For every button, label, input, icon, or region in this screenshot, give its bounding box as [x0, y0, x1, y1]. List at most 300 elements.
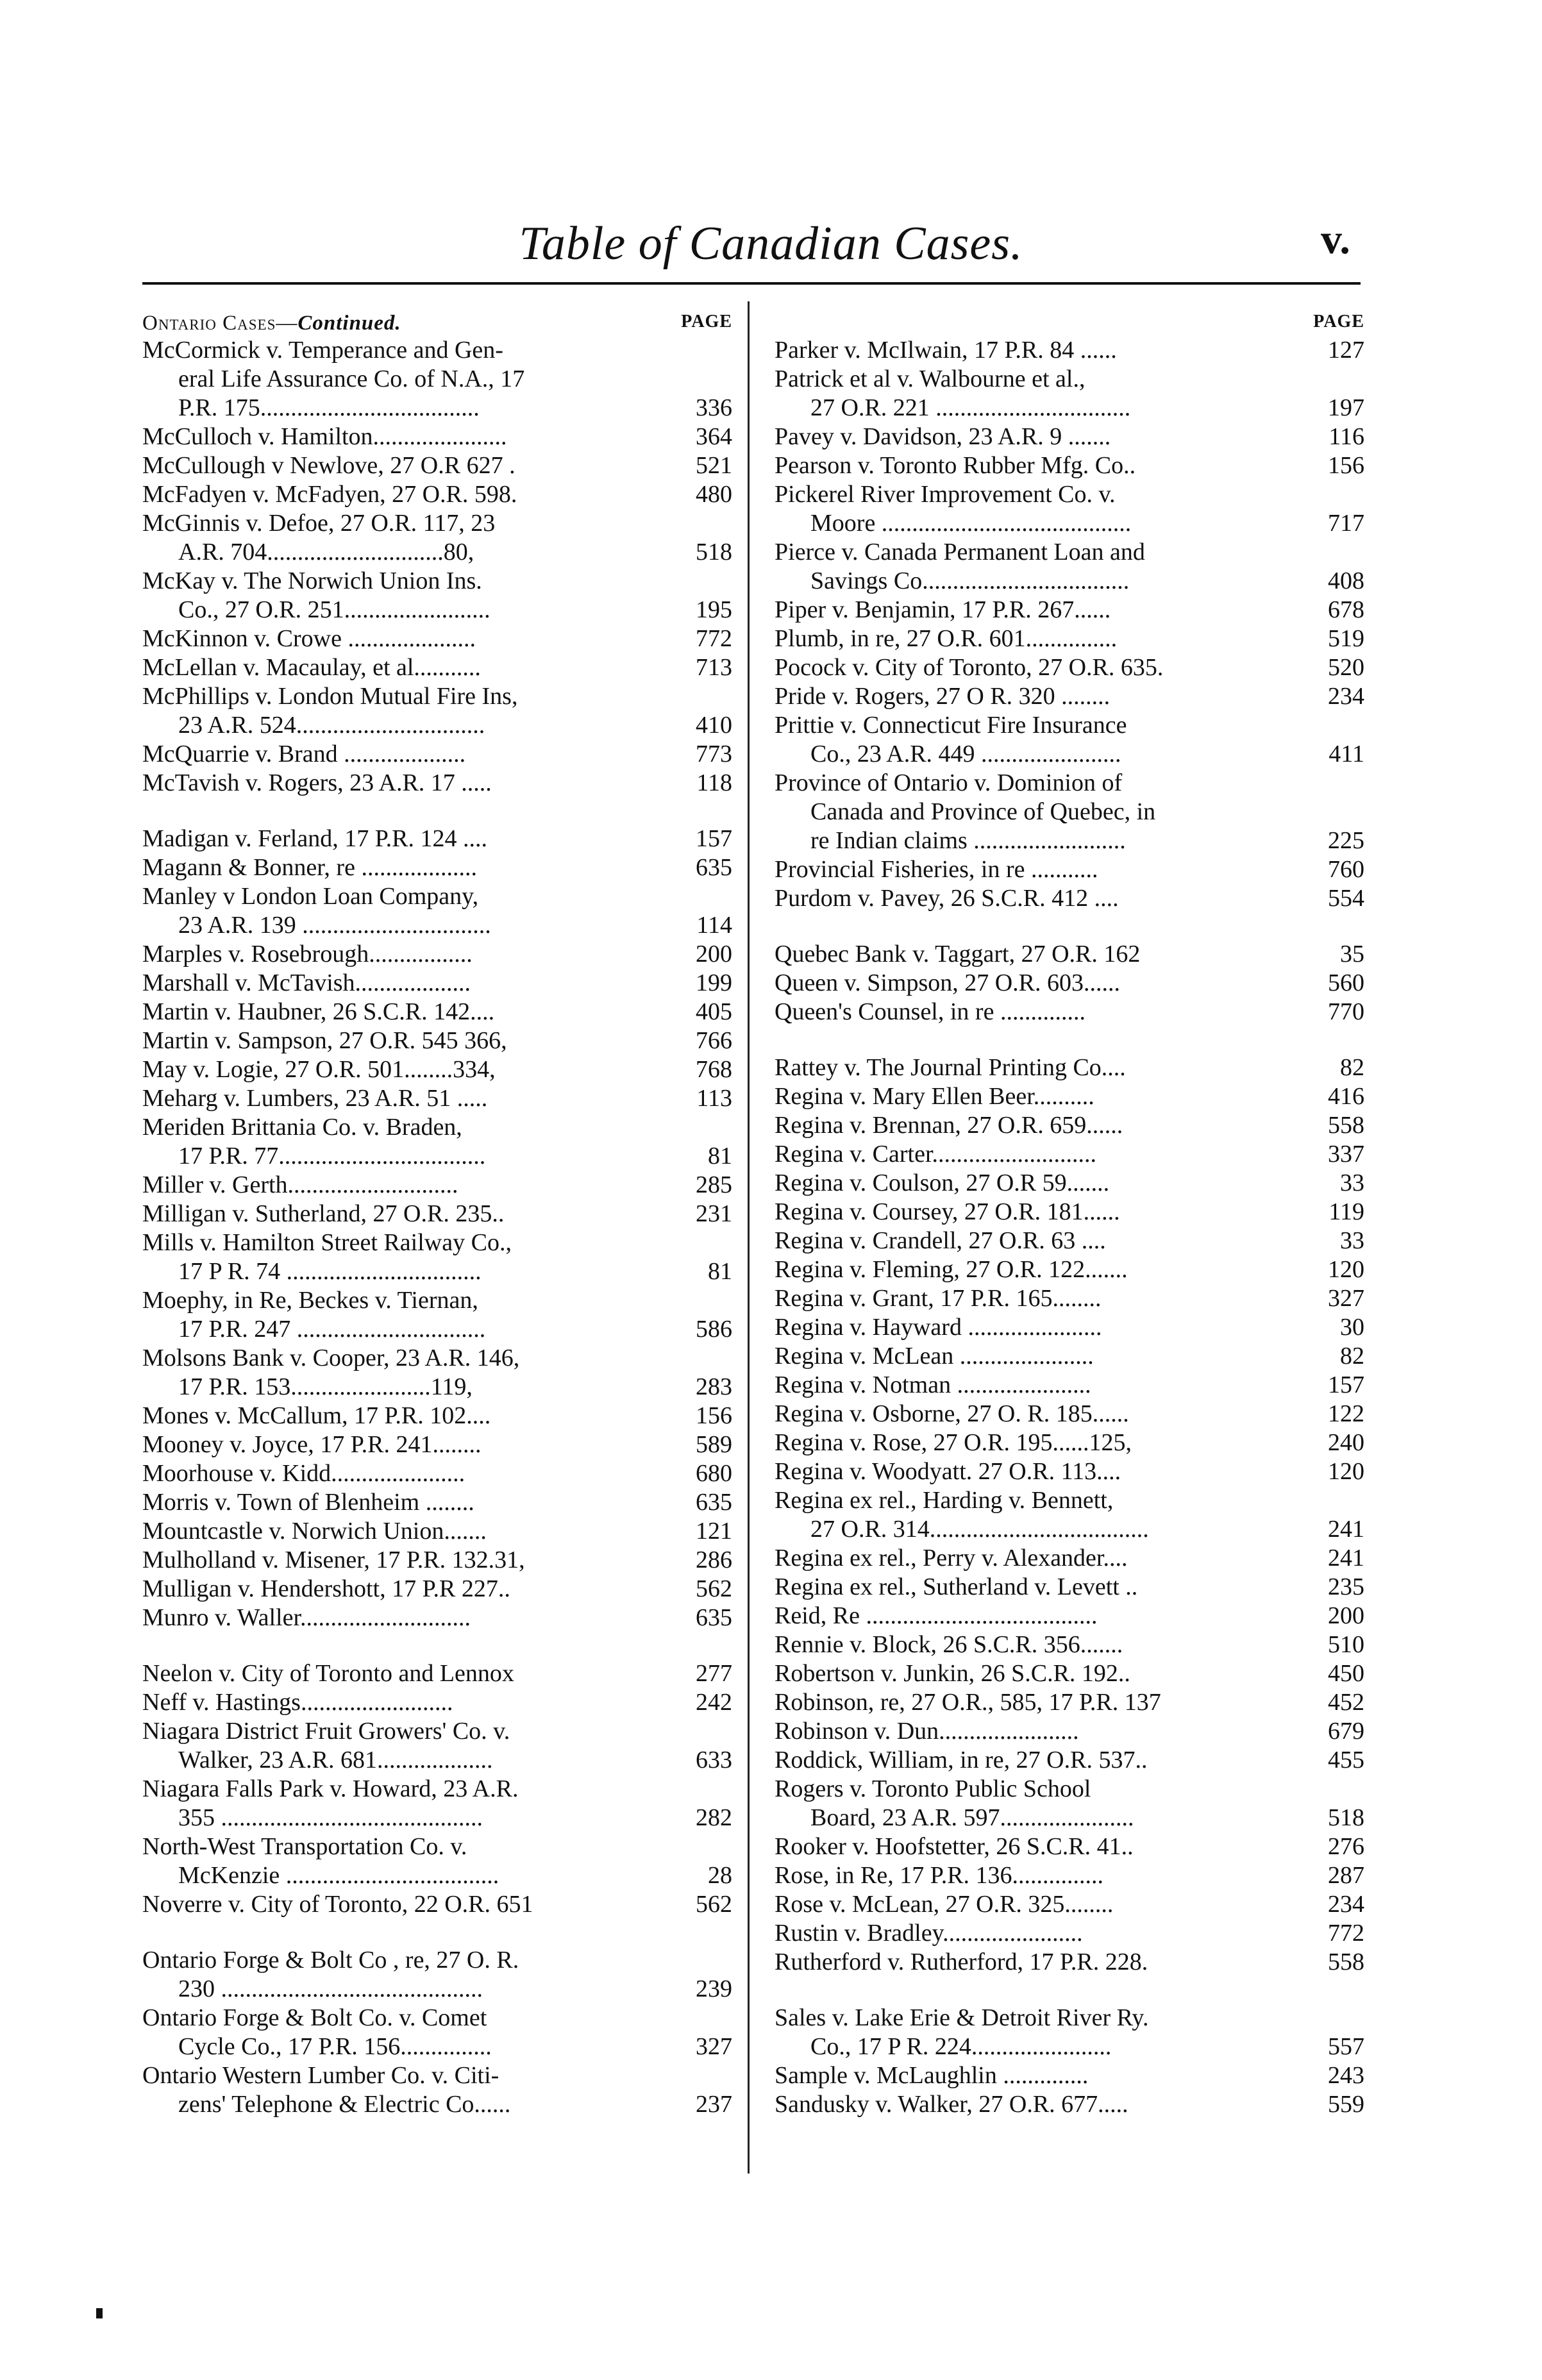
index-entry — [142, 653, 732, 682]
case-name: Regina v. Coursey, 27 O.R. 181...... — [775, 1198, 1120, 1225]
index-entry — [775, 1630, 1364, 1659]
index-entry — [775, 1284, 1364, 1313]
page-reference: 558 — [1328, 1112, 1364, 1139]
case-name: Regina v. Hayward ...................... — [775, 1314, 1102, 1341]
page-reference: 243 — [1328, 2062, 1364, 2089]
index-entry — [142, 1402, 732, 1430]
index-entry — [775, 1486, 1364, 1544]
case-name: Mills v. Hamilton Street Railway Co., 17 P R. 74 ................................ — [142, 1229, 512, 1285]
group-gap — [775, 913, 1364, 940]
left-entries — [142, 336, 732, 2119]
index-entry — [142, 1488, 732, 1517]
page-reference: 241 — [1328, 1545, 1364, 1571]
index-entry — [142, 480, 732, 509]
index-entry — [142, 1890, 732, 1919]
case-name: Niagara Falls Park v. Howard, 23 A.R. 355 ........................................... — [142, 1775, 519, 1831]
page-reference: 633 — [696, 1747, 732, 1773]
case-name: Robinson v. Dun....................... — [775, 1718, 1079, 1745]
case-name: Meharg v. Lumbers, 23 A.R. 51 ..... — [142, 1085, 488, 1112]
case-name: Martin v. Sampson, 27 O.R. 545 366, — [142, 1027, 507, 1054]
section-heading-suffix: Continued. — [298, 312, 401, 335]
page-reference: 81 — [708, 1258, 732, 1285]
page-reference: 510 — [1328, 1631, 1364, 1658]
case-name: Purdom v. Pavey, 26 S.C.R. 412 .... — [775, 885, 1119, 912]
index-entry — [775, 969, 1364, 998]
case-name: McTavish v. Rogers, 23 A.R. 17 ..... — [142, 769, 492, 796]
case-name: Magann & Bonner, re ................... — [142, 854, 477, 881]
index-entry — [142, 769, 732, 798]
page-reference: 635 — [696, 1489, 732, 1516]
page-reference: 554 — [1328, 885, 1364, 912]
case-name: Sample v. McLaughlin .............. — [775, 2062, 1089, 2089]
page-reference: 773 — [696, 741, 732, 767]
group-gap — [775, 1977, 1364, 2004]
index-entry — [142, 682, 732, 740]
case-name: Sandusky v. Walker, 27 O.R. 677..... — [775, 2091, 1128, 2118]
page-reference: 277 — [696, 1660, 732, 1687]
page-reference: 337 — [1328, 1141, 1364, 1168]
page-reference: 283 — [696, 1373, 732, 1400]
case-name: Milligan v. Sutherland, 27 O.R. 235.. — [142, 1200, 505, 1227]
index-entry — [142, 1688, 732, 1717]
index-entry — [142, 1575, 732, 1604]
page-reference: 480 — [696, 481, 732, 508]
case-name: Ontario Western Lumber Co. v. Citi- zens' Telephone & Electric Co...... — [142, 2062, 511, 2118]
group-gap — [142, 1632, 732, 1659]
index-entry — [775, 538, 1364, 596]
page-reference: 772 — [1328, 1920, 1364, 1947]
case-name: Regina v. Osborne, 27 O. R. 185...... — [775, 1400, 1129, 1427]
right-entries — [775, 336, 1364, 2119]
case-name: Roddick, William, in re, 27 O.R. 537.. — [775, 1747, 1148, 1773]
index-entry — [775, 1602, 1364, 1630]
case-name: Rustin v. Bradley....................... — [775, 1920, 1083, 1947]
index-entry — [142, 567, 732, 624]
index-entry — [775, 1688, 1364, 1717]
case-name: Neelon v. City of Toronto and Lennox — [142, 1660, 514, 1687]
index-entry — [775, 2090, 1364, 2119]
index-entry — [142, 853, 732, 882]
case-name: McCulloch v. Hamilton...................... — [142, 423, 507, 450]
index-entry — [775, 423, 1364, 451]
page-reference: 82 — [1340, 1343, 1364, 1370]
case-name: McLellan v. Macaulay, et al........... — [142, 654, 481, 681]
index-entry — [142, 740, 732, 769]
page-reference: 113 — [696, 1085, 732, 1112]
case-name: Meriden Brittania Co. v. Braden, 17 P.R. 77.................................. — [142, 1114, 486, 1169]
case-name: Sales v. Lake Erie & Detroit River Ry. Co., 17 P R. 224....................... — [775, 2004, 1149, 2060]
index-entry — [775, 1371, 1364, 1400]
page-reference: 452 — [1328, 1689, 1364, 1716]
page-reference: 116 — [1328, 423, 1364, 450]
section-heading-prefix: Ontario Cases— — [142, 312, 298, 335]
page-reference: 240 — [1328, 1429, 1364, 1456]
page-reference: 156 — [696, 1402, 732, 1429]
page-reference: 35 — [1340, 941, 1364, 968]
case-name: Mulligan v. Hendershott, 17 P.R 227.. — [142, 1575, 510, 1602]
case-name: Plumb, in re, 27 O.R. 601............... — [775, 625, 1118, 652]
case-name: Manley v London Loan Company, 23 A.R. 139 ............................... — [142, 883, 491, 939]
page-reference: 450 — [1328, 1660, 1364, 1687]
index-entry — [142, 1113, 732, 1171]
index-entry — [142, 509, 732, 567]
index-entry — [775, 682, 1364, 711]
page-reference: 519 — [1328, 625, 1364, 652]
case-name: McCullough v Newlove, 27 O.R 627 . — [142, 452, 515, 479]
index-entry — [775, 855, 1364, 884]
index-entry — [775, 1717, 1364, 1746]
index-entry — [775, 998, 1364, 1027]
page-reference: 589 — [696, 1431, 732, 1458]
page-reference: 276 — [1328, 1833, 1364, 1860]
case-name: Neff v. Hastings......................... — [142, 1689, 453, 1716]
page-reference: 768 — [696, 1056, 732, 1083]
index-entry — [775, 1746, 1364, 1775]
case-name: Marples v. Rosebrough................. — [142, 941, 473, 968]
case-name: McKay v. The Norwich Union Ins. Co., 27 O.R. 251........................ — [142, 567, 490, 623]
page-reference: 286 — [696, 1546, 732, 1573]
index-entry — [775, 1053, 1364, 1082]
case-name: Marshall v. McTavish................... — [142, 969, 471, 996]
case-name: Mones v. McCallum, 17 P.R. 102.... — [142, 1402, 491, 1429]
case-name: McGinnis v. Defoe, 27 O.R. 117, 23 A.R. 704.............................80, — [142, 510, 496, 566]
page-reference: 713 — [696, 654, 732, 681]
case-name: Regina v. Crandell, 27 O.R. 63 .... — [775, 1227, 1106, 1254]
page-reference: 416 — [1328, 1083, 1364, 1110]
page-reference: 520 — [1328, 654, 1364, 681]
page-reference: 287 — [1328, 1862, 1364, 1889]
index-entry — [775, 1255, 1364, 1284]
index-entry — [142, 423, 732, 451]
case-name: McQuarrie v. Brand .................... — [142, 741, 466, 767]
index-entry — [775, 1169, 1364, 1198]
case-name: Queen's Counsel, in re .............. — [775, 998, 1085, 1025]
page-reference: 119 — [1328, 1198, 1364, 1225]
case-name: McFadyen v. McFadyen, 27 O.R. 598. — [142, 481, 517, 508]
index-entry — [142, 1286, 732, 1344]
page-reference: 237 — [696, 2091, 732, 2118]
page-reference: 562 — [696, 1891, 732, 1918]
page-reference: 242 — [696, 1689, 732, 1716]
page-reference: 327 — [696, 2033, 732, 2060]
index-entry — [775, 769, 1364, 855]
case-name: Ontario Forge & Bolt Co. v. Comet Cycle Co., 17 P.R. 156............... — [142, 2004, 492, 2060]
index-entry — [775, 596, 1364, 624]
page-reference: 33 — [1340, 1169, 1364, 1196]
case-name: Ontario Forge & Bolt Co , re, 27 O. R. 230 ........................................... — [142, 1947, 519, 2002]
case-name: McKinnon v. Crowe ..................... — [142, 625, 476, 652]
page-reference: 114 — [696, 912, 732, 939]
section-heading — [142, 312, 401, 335]
page-reference: 82 — [1340, 1054, 1364, 1081]
index-entry — [142, 1546, 732, 1575]
case-name: Piper v. Benjamin, 17 P.R. 267...... — [775, 596, 1111, 623]
index-entry — [775, 1082, 1364, 1111]
case-name: Regina v. Fleming, 27 O.R. 122....... — [775, 1256, 1128, 1283]
case-name: Robertson v. Junkin, 26 S.C.R. 192.. — [775, 1660, 1130, 1687]
page-reference: 118 — [696, 769, 732, 796]
index-entry — [142, 1027, 732, 1055]
index-entry — [775, 365, 1364, 423]
case-name: Niagara District Fruit Growers' Co. v. Walker, 23 A.R. 681................... — [142, 1718, 510, 1773]
page-reference: 521 — [696, 452, 732, 479]
page-reference: 235 — [1328, 1573, 1364, 1600]
index-entry — [142, 1946, 732, 2004]
right-column — [775, 306, 1364, 2119]
page-reference: 327 — [1328, 1285, 1364, 1312]
index-entry — [775, 1832, 1364, 1861]
case-name: Moephy, in Re, Beckes v. Tiernan, 17 P.R. 247 ............................... — [142, 1287, 486, 1343]
case-name: Rooker v. Hoofstetter, 26 S.C.R. 41.. — [775, 1833, 1134, 1860]
case-name: McPhillips v. London Mutual Fire Ins, 23 A.R. 524............................... — [142, 683, 518, 739]
case-name: Rattey v. The Journal Printing Co.... — [775, 1054, 1126, 1081]
index-entry — [775, 1775, 1364, 1832]
page-reference: 405 — [696, 998, 732, 1025]
page-reference: 234 — [1328, 683, 1364, 710]
page-reference: 285 — [696, 1171, 732, 1198]
page-reference: 157 — [696, 825, 732, 852]
index-entry — [142, 2004, 732, 2061]
page-title: Table of Canadian Cases. — [519, 217, 1023, 270]
case-name: Province of Ontario v. Dominion of Canada and Province of Quebec, in re Indian claims ......................... — [775, 769, 1156, 854]
page-reference: 760 — [1328, 856, 1364, 883]
index-entry — [775, 1140, 1364, 1169]
index-entry — [142, 1055, 732, 1084]
index-entry — [775, 653, 1364, 682]
page-reference: 635 — [696, 854, 732, 881]
index-entry — [775, 1198, 1364, 1227]
index-entry — [142, 1517, 732, 1546]
index-entry — [775, 1861, 1364, 1890]
index-entry — [775, 1227, 1364, 1255]
page-reference: 766 — [696, 1027, 732, 1054]
case-name: Miller v. Gerth............................ — [142, 1171, 458, 1198]
page-number: v. — [1321, 216, 1350, 263]
page-reference: 678 — [1328, 596, 1364, 623]
index-entry — [142, 998, 732, 1027]
page-reference: 518 — [1328, 1804, 1364, 1831]
left-column-heading — [142, 306, 732, 336]
page-reference: 336 — [696, 394, 732, 421]
page-reference: 121 — [696, 1518, 732, 1545]
index-entry — [142, 1459, 732, 1488]
index-entry — [775, 336, 1364, 365]
page-reference: 225 — [1328, 827, 1364, 854]
case-name: Regina v. Grant, 17 P.R. 165........ — [775, 1285, 1102, 1312]
page-reference: 410 — [696, 712, 732, 739]
case-name: Reid, Re ...................................... — [775, 1602, 1098, 1629]
case-name: Regina v. Carter........................... — [775, 1141, 1097, 1168]
page-reference: 408 — [1328, 567, 1364, 594]
index-entry — [142, 882, 732, 940]
page-reference: 200 — [696, 941, 732, 968]
index-entry — [775, 1573, 1364, 1602]
index-entry — [775, 2061, 1364, 2090]
page-column-label: PAGE — [1313, 312, 1364, 331]
page-reference: 199 — [696, 969, 732, 996]
index-entry — [142, 825, 732, 853]
index-entry — [775, 1111, 1364, 1140]
right-column-heading — [775, 306, 1364, 336]
index-entry — [142, 1228, 732, 1286]
index-entry — [775, 1342, 1364, 1371]
case-name: Molsons Bank v. Cooper, 23 A.R. 146, 17 P.R. 153.......................119, — [142, 1345, 520, 1400]
page-reference: 234 — [1328, 1891, 1364, 1918]
index-entry — [142, 1430, 732, 1459]
case-name: Queen v. Simpson, 27 O.R. 603...... — [775, 969, 1121, 996]
case-name: Regina ex rel., Harding v. Bennett, 27 O.R. 314.................................... — [775, 1487, 1149, 1543]
case-name: Rose v. McLean, 27 O.R. 325........ — [775, 1891, 1114, 1918]
case-name: Noverre v. City of Toronto, 22 O.R. 651 — [142, 1891, 533, 1918]
page-reference: 81 — [708, 1143, 732, 1169]
index-entry — [775, 624, 1364, 653]
case-name: Regina v. Coulson, 27 O.R 59....... — [775, 1169, 1110, 1196]
index-entry — [142, 969, 732, 998]
page-reference: 231 — [696, 1200, 732, 1227]
group-gap — [142, 1919, 732, 1946]
case-name: Rennie v. Block, 26 S.C.R. 356....... — [775, 1631, 1123, 1658]
case-name: Mooney v. Joyce, 17 P.R. 241........ — [142, 1431, 482, 1458]
case-name: Rutherford v. Rutherford, 17 P.R. 228. — [775, 1948, 1148, 1975]
case-name: Regina ex rel., Sutherland v. Levett .. — [775, 1573, 1138, 1600]
page-reference: 560 — [1328, 969, 1364, 996]
case-name: Regina ex rel., Perry v. Alexander.... — [775, 1545, 1128, 1571]
index-entry — [142, 1604, 732, 1632]
case-name: Pickerel River Improvement Co. v. Moore ......................................... — [775, 481, 1132, 537]
case-name: Regina v. Woodyatt. 27 O.R. 113.... — [775, 1458, 1121, 1485]
page-reference: 679 — [1328, 1718, 1364, 1745]
page-reference: 120 — [1328, 1256, 1364, 1283]
page-reference: 364 — [696, 423, 732, 450]
case-name: Regina v. McLean ...................... — [775, 1343, 1094, 1370]
index-entry — [775, 1544, 1364, 1573]
page-reference: 30 — [1340, 1314, 1364, 1341]
index-entry — [775, 1919, 1364, 1948]
page-reference: 239 — [696, 1975, 732, 2002]
index-entry — [142, 451, 732, 480]
page-reference: 122 — [1328, 1400, 1364, 1427]
index-entry — [775, 451, 1364, 480]
case-name: Pierce v. Canada Permanent Loan and Savings Co.................................. — [775, 539, 1145, 594]
page-reference: 518 — [696, 539, 732, 566]
page-reference: 455 — [1328, 1747, 1364, 1773]
page-reference: 680 — [696, 1460, 732, 1487]
page-reference: 282 — [696, 1804, 732, 1831]
header-rule — [142, 282, 1361, 285]
index-entry — [142, 624, 732, 653]
page-reference: 127 — [1328, 337, 1364, 364]
page-reference: 195 — [696, 596, 732, 623]
page-reference: 197 — [1328, 394, 1364, 421]
index-entry — [775, 1659, 1364, 1688]
case-name: Regina v. Mary Ellen Beer.......... — [775, 1083, 1094, 1110]
page-reference: 562 — [696, 1575, 732, 1602]
page-reference: 28 — [708, 1862, 732, 1889]
case-name: May v. Logie, 27 O.R. 501........334, — [142, 1056, 496, 1083]
page-reference: 717 — [1328, 510, 1364, 537]
case-name: Madigan v. Ferland, 17 P.R. 124 .... — [142, 825, 487, 852]
case-name: Mountcastle v. Norwich Union....... — [142, 1518, 487, 1545]
page-reference: 558 — [1328, 1948, 1364, 1975]
page-reference: 635 — [696, 1604, 732, 1631]
page-reference: 156 — [1328, 452, 1364, 479]
index-entry — [142, 940, 732, 969]
case-name: Rose, in Re, 17 P.R. 136............... — [775, 1862, 1104, 1889]
index-entry — [142, 1344, 732, 1402]
case-name: North-West Transportation Co. v. McKenzie ................................... — [142, 1833, 499, 1889]
case-name: Prittie v. Connecticut Fire Insurance Co., 23 A.R. 449 ....................... — [775, 712, 1127, 767]
index-entry — [775, 940, 1364, 969]
index-entry — [775, 1400, 1364, 1429]
case-name: Pride v. Rogers, 27 O R. 320 ........ — [775, 683, 1110, 710]
index-entry — [775, 1313, 1364, 1342]
page-reference: 772 — [696, 625, 732, 652]
index-entry — [775, 2004, 1364, 2061]
case-name: Patrick et al v. Walbourne et al., 27 O.R. 221 ................................ — [775, 365, 1131, 421]
index-entry — [142, 1717, 732, 1775]
case-name: Pearson v. Toronto Rubber Mfg. Co.. — [775, 452, 1136, 479]
page-reference: 157 — [1328, 1371, 1364, 1398]
case-name: Munro v. Waller............................ — [142, 1604, 471, 1631]
page-reference: 241 — [1328, 1516, 1364, 1543]
page-reference: 557 — [1328, 2033, 1364, 2060]
case-name: Moorhouse v. Kidd...................... — [142, 1460, 465, 1487]
case-name: Martin v. Haubner, 26 S.C.R. 142.... — [142, 998, 495, 1025]
index-entry — [775, 884, 1364, 913]
index-entry — [142, 1775, 732, 1832]
page-reference: 586 — [696, 1316, 732, 1343]
group-gap — [775, 1027, 1364, 1053]
page-reference: 33 — [1340, 1227, 1364, 1254]
index-entry — [142, 1084, 732, 1113]
case-name: Regina v. Notman ...................... — [775, 1371, 1091, 1398]
index-entry — [142, 2061, 732, 2119]
page-reference: 200 — [1328, 1602, 1364, 1629]
case-name: Pavey v. Davidson, 23 A.R. 9 ....... — [775, 423, 1111, 450]
index-entry — [142, 1659, 732, 1688]
group-gap — [142, 798, 732, 825]
case-name: Regina v. Rose, 27 O.R. 195......125, — [775, 1429, 1132, 1456]
index-entry — [775, 1457, 1364, 1486]
index-entry — [142, 1832, 732, 1890]
page-column-label: PAGE — [681, 312, 732, 331]
printer-mark — [96, 2308, 103, 2318]
index-entry — [775, 480, 1364, 538]
index-entry — [775, 1948, 1364, 1977]
page-reference: 770 — [1328, 998, 1364, 1025]
index-entry — [775, 1429, 1364, 1457]
left-column — [142, 306, 732, 2119]
page-reference: 411 — [1328, 741, 1364, 767]
column-divider — [748, 301, 750, 2174]
case-name: Pocock v. City of Toronto, 27 O.R. 635. — [775, 654, 1164, 681]
case-name: Parker v. McIlwain, 17 P.R. 84 ...... — [775, 337, 1117, 364]
case-name: McCormick v. Temperance and Gen- eral Life Assurance Co. of N.A., 17 P.R. 175.................................... — [142, 337, 525, 421]
index-entry — [142, 1200, 732, 1228]
case-name: Regina v. Brennan, 27 O.R. 659...... — [775, 1112, 1123, 1139]
case-name: Provincial Fisheries, in re ........... — [775, 856, 1098, 883]
index-entry — [775, 1890, 1364, 1919]
page-reference: 559 — [1328, 2091, 1364, 2118]
case-name: Quebec Bank v. Taggart, 27 O.R. 162 — [775, 941, 1141, 968]
case-name: Morris v. Town of Blenheim ........ — [142, 1489, 474, 1516]
case-name: Mulholland v. Misener, 17 P.R. 132.31, — [142, 1546, 525, 1573]
case-name: Rogers v. Toronto Public School Board, 23 A.R. 597...................... — [775, 1775, 1134, 1831]
index-entry — [142, 336, 732, 423]
index-entry — [142, 1171, 732, 1200]
case-name: Robinson, re, 27 O.R., 585, 17 P.R. 137 — [775, 1689, 1161, 1716]
page-reference: 120 — [1328, 1458, 1364, 1485]
